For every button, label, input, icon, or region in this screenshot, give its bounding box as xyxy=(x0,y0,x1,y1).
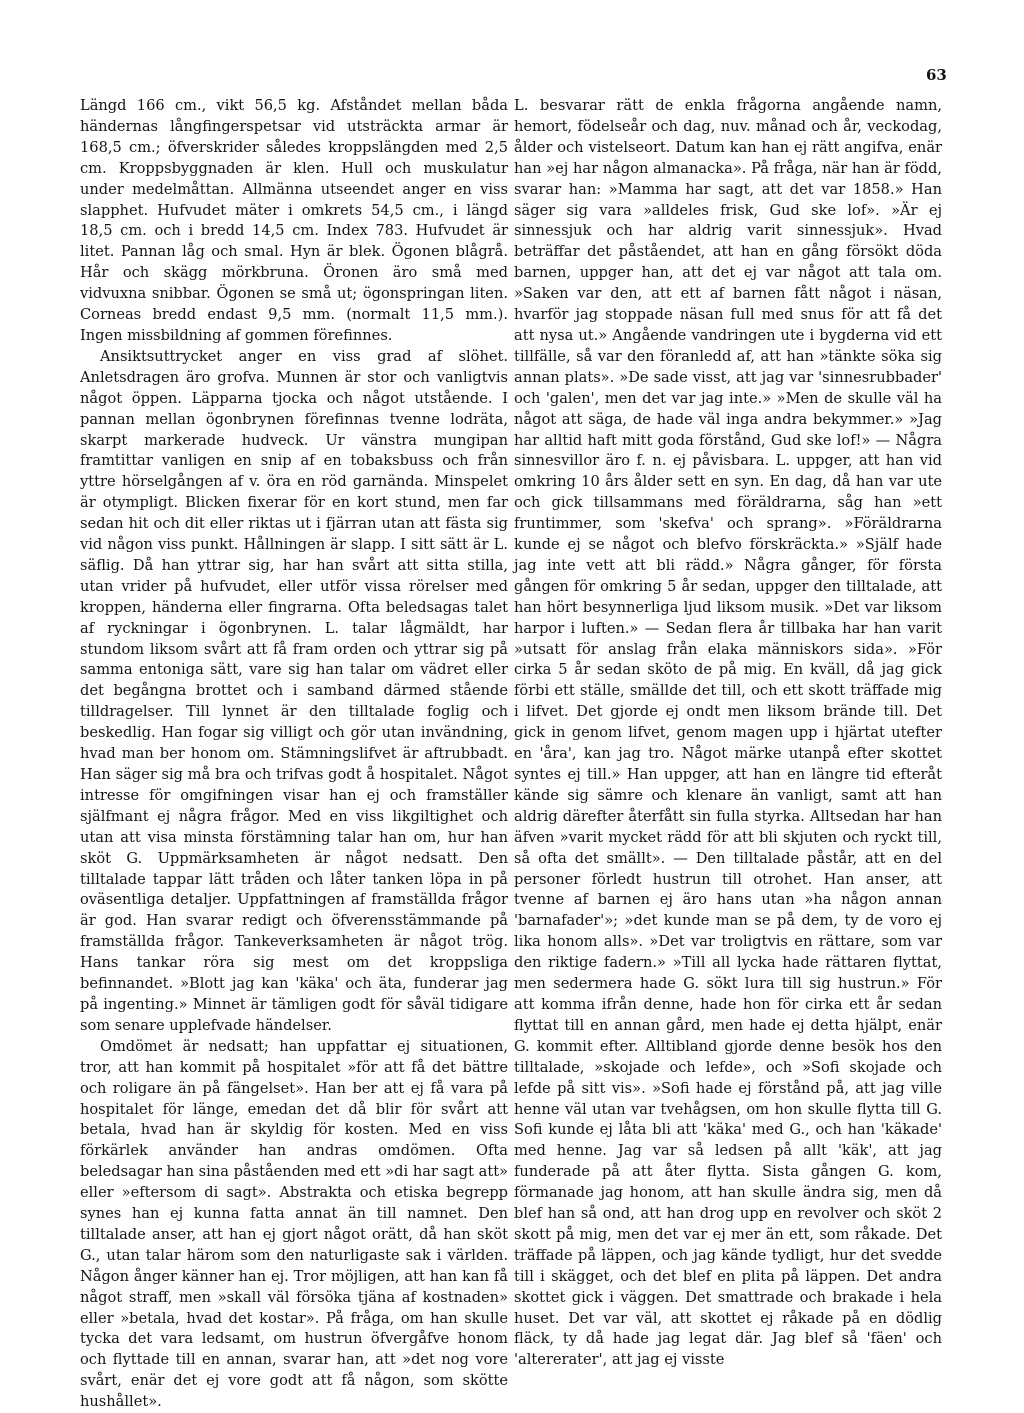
paragraph: Omdömet är nedsatt; han uppfattar ej situationen, tror, att han kommit på hospitalet »för att få det bättre och roligare än på fängelset». Han ber att ej få vara på hospitalet för länge, emedan det då blir för svårt att betala, hvad han är skyldig för kosten. Med en viss förkärlek använder han andras omdömen. Ofta beledsagar han sina påståenden med ett »di har sagt att» eller »eftersom di sagt». Abstrakta och etiska begrepp synes han ej kunna fatta annat än till namnet. Den tilltalade anser, att han ej gjort något orätt, då han sköt G., utan talar härom som den naturligaste sak i världen. Någon ånger känner han ej. Tror möjligen, att han kan få något straff, men »skall väl försöka tjäna af kostnaden» eller »betala, hvad det kostar». På fråga, om han skulle tycka det vara ledsamt, om hustrun öfvergåfve honom och flyttade till en annan, svarar han, att »det nog vore svårt, enär det ej vore godt att få någon, som skötte hushållet». xyxy=(80,1037,508,1411)
paragraph: Längd 166 cm., vikt 56,5 kg. Afståndet mellan båda händernas långfingerspetsar vid utsträckta armar är 168,5 cm.; öfverskrider således kroppslängden med 2,5 cm. Kroppsbyggnaden är klen. Hull och muskulatur under medelmåttan. Allmänna utseendet anger en viss slapphet. Hufvudet mäter i omkrets 54,5 cm., i längd 18,5 cm. och i bredd 14,5 cm. Index 783. Hufvudet är litet. Pannan låg och smal. Hyn är blek. Ögonen blågrå. Hår och skägg mörkbruna. Öronen äro små med vidvuxna snibbar. Ögonen se små ut; ögonspringan liten. Corneas bredd endast 9,5 mm. (normalt 11,5 mm.). Ingen missbildning af gommen förefinnes. xyxy=(80,97,508,344)
right-column xyxy=(514,96,942,1371)
paragraph: L. besvarar rätt de enkla frågorna angående namn, hemort, födelseår och dag, nuv. månad och år, veckodag, ålder och vistelseort. Datum kan han ej rätt angifva, enär han »ej har någon almanacka». På fråga, när han är född, svarar han: »Mamma har sagt, att det var 1858.» Han säger sig vara »alldeles frisk, Gud ske lof». »Är ej sinnessjuk och har aldrig varit sinnessjuk». Hvad beträffar det påståendet, att han en gång försökt döda barnen, uppger han, att det ej var något att tala om. »Saken var den, att ett af barnen fått något i näsan, hvarför jag stoppade näsan full med snus för att få det att nysa ut.» Angående vandringen ute i bygderna vid ett tillfälle, så var den föranledd af, att han »tänkte söka sig annan plats». »De sade visst, att jag var 'sinnesrubbader' och 'galen', men det var jag inte.» »Men de skulle väl ha något att säga, de hade väl inga andra bekymmer.» »Jag har alltid haft mitt goda förstånd, Gud ske lof!» — Några sinnesvillor äro f. n. ej påvisbara. L. uppger, att han vid omkring 10 års ålder sett en syn. En dag, då han var ute och gick tillsammans med föräldrarna, såg han »ett fruntimmer, som 'skefva' och sprang». »Föräldrarna kunde ej se något och blefvo förskräckta.» »Själf hade jag inte vett att bli rädd.» Några gånger, för första gången för omkring 5 år sedan, uppger den tilltalade, att han hört besynnerliga ljud liksom musik. »Det var liksom harpor i luften.» — Sedan flera år tillbaka har han varit »utsatt för anslag från elaka människors sida». »För cirka 5 år sedan sköto de på mig. En kväll, då jag gick förbi ett ställe, smällde det till, och ett skott träffade mig i lifvet. Det gjorde ej ondt men liksom brände till. Det gick in genom lifvet, genom magen upp i hjärtat utefter en 'åra', kan jag tro. Något märke utanpå efter skottet syntes ej till.» Han uppger, att han en längre tid efteråt kände sig sämre och klenare än vanligt, samt att han aldrig därefter återfått sin fulla styrka. Alltsedan har han äfven »varit mycket rädd för att bli skjuten och ryckt till, så ofta det smällt». — Den tilltalade påstår, att en del personer förledt hustrun till otrohet. Han anser, att tvenne af barnen ej äro hans utan »ha någon annan 'barnafader'»; »det kunde man se på dem, ty de voro ej lika honom alls». »Det var troligtvis en rättare, som var den riktige fadern.» »Till all lycka hade rättaren flyttat, men sedermera hade G. sökt lura till sig hustrun.» För att komma ifrån denne, hade hon för cirka ett år sedan flyttat till en annan gård, men hade ej detta hjälpt, enär G. kommit efter. Alltibland gjorde denne besök hos den tilltalade, »skojade och lefde», och »Sofi skojade och lefde på sitt vis». »Sofi hade ej förstånd på, att jag ville henne väl utan var tvehågsen, om hon skulle flytta till G. Sofi kunde ej låta bli att 'käka' med G., och han 'käkade' med henne. Jag var så ledsen på allt 'käk', att jag funderade på att åter flytta. Sista gången G. kom, förmanade jag honom, att han skulle ändra sig, men då blef han så ond, att han drog upp en revolver och sköt 2 skott på mig, men det var ej mer än ett, som råkade. Det träffade på läppen, och jag kände tydligt, hur det svedde till i skägget, och det blef en plita på läppen. Det andra skottet gick i väggen. Det smattrade och brakade i hela huset. Det var väl, att skottet ej råkade på en dödlig fläck, ty då hade jag legat där. Jag blef så 'fäen' och 'altererater', att jag ej visste xyxy=(514,97,942,1369)
left-column xyxy=(80,96,508,1413)
page-number: 63 xyxy=(926,66,947,84)
paragraph: Ansiktsuttrycket anger en viss grad af slöhet. Anletsdragen äro grofva. Munnen är stor och vanligtvis något öppen. Läpparna tjocka och något utstående. I pannan mellan ögonbrynen förefinnas tvenne lodräta, skarpt markerade hudveck. Ur vänstra mungipan framtittar vanligen en snip af en tobaksbuss och från yttre hörselgången af v. öra en röd garnända. Minspelet är otympligt. Blicken fixerar för en kort stund, men far sedan hit och dit eller riktas ut i fjärran utan att fästa sig vid någon viss punkt. Hållningen är slapp. I sitt sätt är L. säflig. Då han yttrar sig, har han svårt att sitta stilla, utan vrider på hufvudet, eller utför vissa rörelser med kroppen, händerna eller fingrarna. Ofta beledsagas talet af ryckningar i ögonbrynen. L. talar lågmäldt, har stundom liksom svårt att få fram orden och yttrar sig på samma entoniga sätt, vare sig han talar om vädret eller det begångna brottet och i samband därmed stående tilldragelser. Till lynnet är den tilltalade foglig och beskedlig. Han fogar sig villigt och gör utan invändning, hvad man ber honom om. Stämningslifvet är aftrubbadt. Han säger sig må bra och trifvas godt å hospitalet. Något intresse för omgifningen visar han ej och framställer själfmant ej några frågor. Med en viss likgiltighet och utan att visa minsta förstämning talar han om, hur han sköt G. Uppmärksamheten är något nedsatt. Den tilltalade tappar lätt tråden och låter tanken löpa in på oväsentliga detaljer. Uppfattningen af framställda frågor är god. Han svarar redigt och öfverensstämmande på framställda frågor. Tankeverksamheten är något trög. Hans tankar röra sig mest om det kroppsliga befinnandet. »Blott jag kan 'käka' och äta, funderar jag på ingenting.» Minnet är tämligen godt för såväl tidigare som senare upplefvade händelser. xyxy=(80,347,508,1034)
